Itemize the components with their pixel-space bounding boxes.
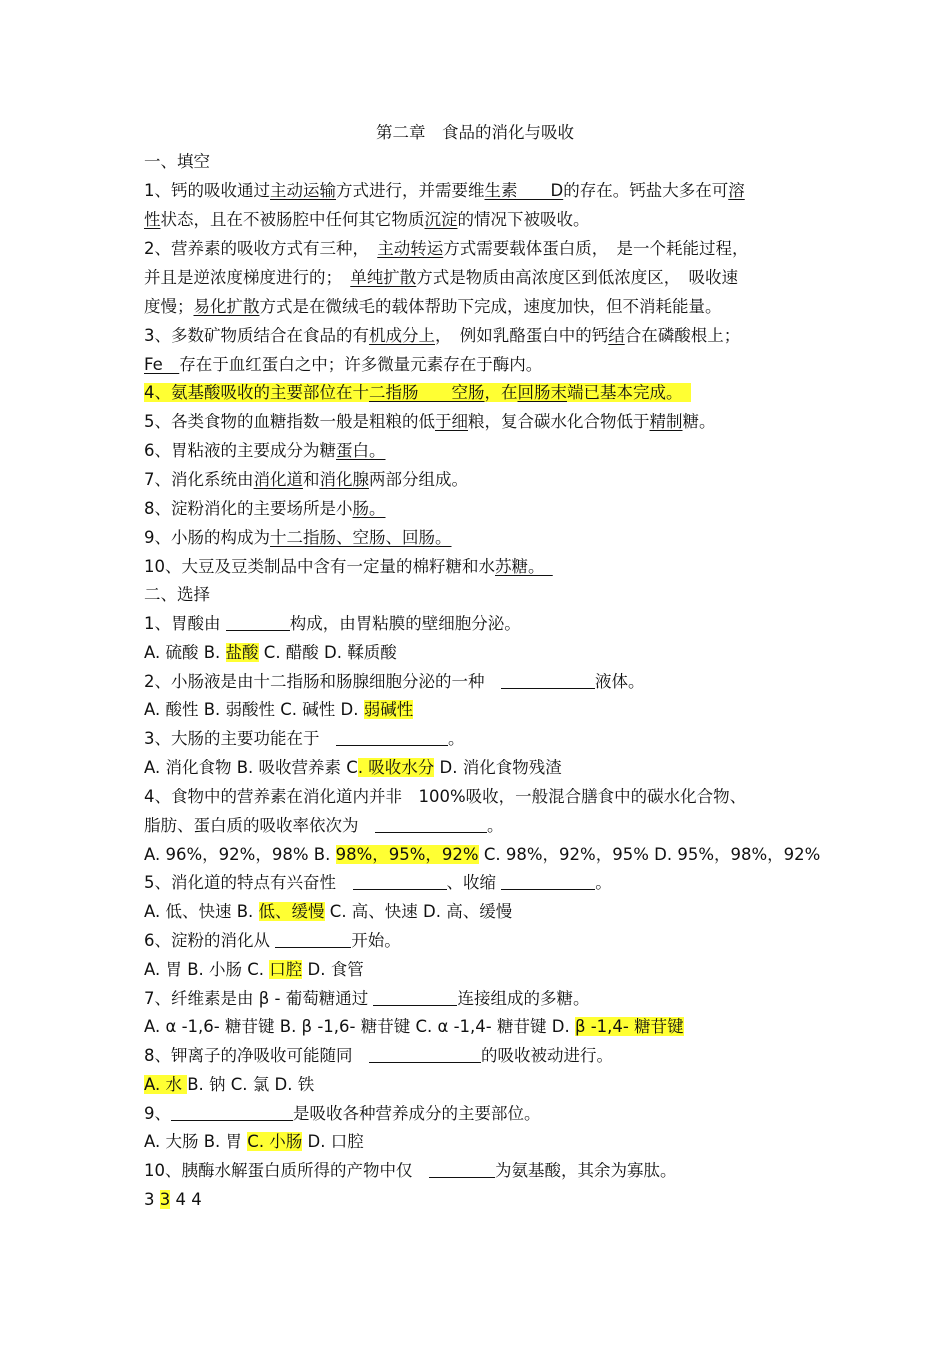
text: 8、钾离子的净吸收可能随同 (144, 1046, 369, 1065)
choice-q6-options (144, 959, 364, 981)
text: 10、胰酶水解蛋白质所得的产物中仅 (144, 1161, 429, 1180)
answer: 精制 (649, 412, 683, 431)
answer: 主动转运 (377, 239, 444, 258)
text: A. 低、快速 B. (144, 902, 259, 921)
text: 连接组成的多糖。 (457, 989, 590, 1008)
answer: 沉淀 (424, 210, 458, 229)
choice-q9-options (144, 1131, 364, 1153)
text: 存在于血红蛋白之中；许多微量元素存在于酶内。 (179, 355, 543, 374)
text: 4、氨基酸吸收的主要部位在十 (144, 383, 369, 402)
text: B. 钠 C. 氯 D. 铁 (187, 1075, 315, 1094)
fill-q8 (144, 498, 386, 520)
text: 度慢； (144, 297, 194, 316)
text: 为氨基酸，其余为寡肽。 (495, 1161, 677, 1180)
answer-blank (429, 1161, 495, 1178)
text: 糖。 (682, 412, 716, 431)
answer: 生素 D (484, 181, 564, 200)
text: 5、消化道的特点有兴奋性 (144, 873, 353, 892)
answer: 肠。 (352, 499, 386, 518)
answer: 溶 (728, 181, 745, 200)
answer-blank (171, 1104, 293, 1121)
answer: 易化扩散 (193, 297, 260, 316)
answer: 二指肠 空肠 (369, 383, 485, 402)
text: ， 例如乳酪蛋白中的钙 (435, 326, 609, 345)
choice-q5 (144, 872, 612, 894)
text: 方式是在微绒毛的载体帮助下完成，速度加快，但不消耗能量。 (259, 297, 722, 316)
trailing-numbers (144, 1189, 202, 1211)
text: 和 (303, 470, 320, 489)
text: 7、消化系统由 (144, 470, 254, 489)
text: 方式是物质由高浓度区到低浓度区， 吸收速 (416, 268, 738, 287)
answer-blank (501, 672, 595, 689)
chapter-title: 第二章 食品的消化与吸收 (376, 123, 574, 142)
highlighted-answer: 98%，95%，92% (335, 845, 479, 864)
text: 7、纤维素是由 β - 葡萄糖通过 (144, 989, 374, 1008)
text: 2、营养素的吸收方式有三种， (144, 239, 378, 258)
text: 8、淀粉消化的主要场所是小 (144, 499, 353, 518)
text: 液体。 (595, 672, 645, 691)
choice-q7 (144, 988, 589, 1010)
text: A. 酸性 B. 弱酸性 C. 碱性 D. (144, 700, 364, 719)
text: A. 硫酸 B. (144, 643, 226, 662)
text: 构成，由胃粘膜的壁细胞分泌。 (289, 614, 521, 633)
highlighted-answer: β -1,4- 糖苷键 (574, 1017, 684, 1036)
answer: 结 (608, 326, 625, 345)
text: 两部分组成。 (369, 470, 468, 489)
answer: 蛋白。 (336, 441, 386, 460)
fill-q7 (144, 469, 468, 491)
text: 9、 (144, 1104, 171, 1123)
answer: 单纯扩散 (350, 268, 417, 287)
answer: 十二指肠、空肠、回肠。 (270, 528, 452, 547)
text: A. 大肠 B. 胃 (144, 1132, 248, 1151)
text: 的存在。钙盐大多在可 (563, 181, 729, 200)
text: 3、大肠的主要功能在于 (144, 729, 336, 748)
text: A. 消化食物 B. 吸收营养素 C (144, 758, 358, 777)
text: 1、钙的吸收通过 (144, 181, 270, 200)
choice-q4-options (144, 844, 820, 866)
answer: 消化腺 (319, 470, 369, 489)
answer: 回肠末 (517, 383, 567, 402)
text: C. 醋酸 D. 鞣质酸 (258, 643, 397, 662)
highlighted-answer: C. 小肠 (247, 1132, 303, 1151)
highlighted-answer: 口腔 (269, 960, 303, 979)
section-heading-choice: 二、选择 (144, 585, 210, 604)
answer: 于细 (435, 412, 468, 431)
answer: 性 (144, 210, 161, 229)
answer-blank (353, 873, 447, 890)
text: 、收缩 (446, 873, 502, 892)
fill-q2-line1 (144, 238, 749, 260)
text: 。 (448, 729, 465, 748)
choice-q6 (144, 930, 401, 952)
answer-blank (336, 729, 448, 746)
highlighted-answer: 弱碱性 (363, 700, 414, 719)
choice-q5-options (144, 901, 512, 923)
choice-q8 (144, 1045, 613, 1067)
answer: 苏糖。 (495, 557, 553, 576)
choice-q1 (144, 613, 521, 635)
choice-q4-line2 (144, 815, 504, 837)
fill-q3-line1 (144, 325, 740, 347)
text: 10、大豆及豆类制品中含有一定量的棉籽糖和水 (144, 557, 495, 576)
text: D. 食管 (302, 960, 364, 979)
text: 端已基本完成。 (567, 383, 675, 402)
answer-blank (369, 1046, 481, 1063)
answer: 主动运输 (270, 181, 336, 200)
text: 5、各类食物的血糖指数一般是粗粮的低 (144, 412, 435, 431)
choice-q2-options (144, 699, 413, 721)
text: 6、淀粉的消化从 (144, 931, 276, 950)
fill-q6 (144, 440, 386, 462)
choice-q7-options (144, 1016, 684, 1038)
fill-q5 (144, 411, 716, 433)
fill-q4 (144, 382, 691, 404)
choice-q8-options (144, 1074, 314, 1096)
answer: 机成分上 (369, 326, 435, 345)
highlighted-answer: . 吸收水分 (357, 758, 435, 777)
answer: Fe (144, 355, 180, 374)
choice-q1-options (144, 642, 397, 664)
fill-q3-line2 (144, 354, 542, 376)
choice-q4-line1: 4、食物中的营养素在消化道内并非 100%吸收，一般混合膳食中的碳水化合物、 (144, 787, 747, 806)
answer: 消化道 (253, 470, 303, 489)
text: 的吸收被动进行。 (481, 1046, 613, 1065)
text: D. 消化食物残渣 (434, 758, 562, 777)
highlighted-answer: A. 水 (144, 1075, 188, 1094)
text: A. 96%，92%，98% B. (144, 845, 336, 864)
text: 粮，复合碳水化合物低于 (468, 412, 650, 431)
fill-q2-line3 (144, 296, 722, 318)
fill-q2-line2 (144, 267, 738, 289)
text: ，在 (484, 383, 518, 402)
text: 方式进行，并需要维 (336, 181, 485, 200)
text: 。 (487, 816, 504, 835)
highlighted-answer: 低、缓慢 (258, 902, 325, 921)
text: 是吸收各种营养成分的主要部位。 (293, 1104, 541, 1123)
choice-q10 (144, 1160, 677, 1182)
choice-q9 (144, 1103, 541, 1125)
fill-q9 (144, 527, 452, 549)
text: C. 98%，92%，95% D. 95%，98%，92% (478, 845, 821, 864)
text: 的情况下被吸收。 (457, 210, 590, 229)
choice-q3 (144, 728, 465, 750)
text: A. α -1,6- 糖苷键 B. β -1,6- 糖苷键 C. α -1,4- 糖苷键 D. (144, 1017, 575, 1036)
text: C. 高、快速 D. 高、缓慢 (324, 902, 513, 921)
text: 开始。 (351, 931, 401, 950)
text: 合在磷酸根上； (624, 326, 741, 345)
text: 并且是逆浓度梯度进行的； (144, 268, 351, 287)
answer-blank (275, 931, 351, 948)
text: 1、胃酸由 (144, 614, 226, 633)
text: 2、小肠液是由十二指肠和肠腺细胞分泌的一种 (144, 672, 501, 691)
fill-q1-line2 (144, 209, 590, 231)
answer-blank (375, 816, 487, 833)
choice-q2 (144, 671, 645, 693)
text: 状态，且在不被肠腔中任何其它物质 (160, 210, 425, 229)
text: 9、小肠的构成为 (144, 528, 270, 547)
text: 6、胃粘液的主要成分为糖 (144, 441, 336, 460)
text: 方式需要载体蛋白质， 是一个耗能过程， (443, 239, 749, 258)
answer-blank (501, 873, 595, 890)
choice-q3-options (144, 757, 562, 779)
text: D. 口腔 (302, 1132, 364, 1151)
fill-q1-line1 (144, 180, 745, 202)
text: 脂肪、蛋白质的吸收率依次为 (144, 816, 375, 835)
answer-blank (373, 989, 457, 1006)
answer-blank (226, 614, 290, 631)
highlighted-answer: 盐酸 (225, 643, 259, 662)
text: 4 4 (170, 1190, 202, 1209)
text: A. 胃 B. 小肠 C. (144, 960, 270, 979)
highlighted-answer: 3 (159, 1190, 171, 1209)
section-heading-fill: 一、填空 (144, 152, 210, 171)
text: 。 (595, 873, 612, 892)
text: 3、多数矿物质结合在食品的有 (144, 326, 369, 345)
text: 3 (144, 1190, 160, 1209)
fill-q10 (144, 556, 553, 578)
